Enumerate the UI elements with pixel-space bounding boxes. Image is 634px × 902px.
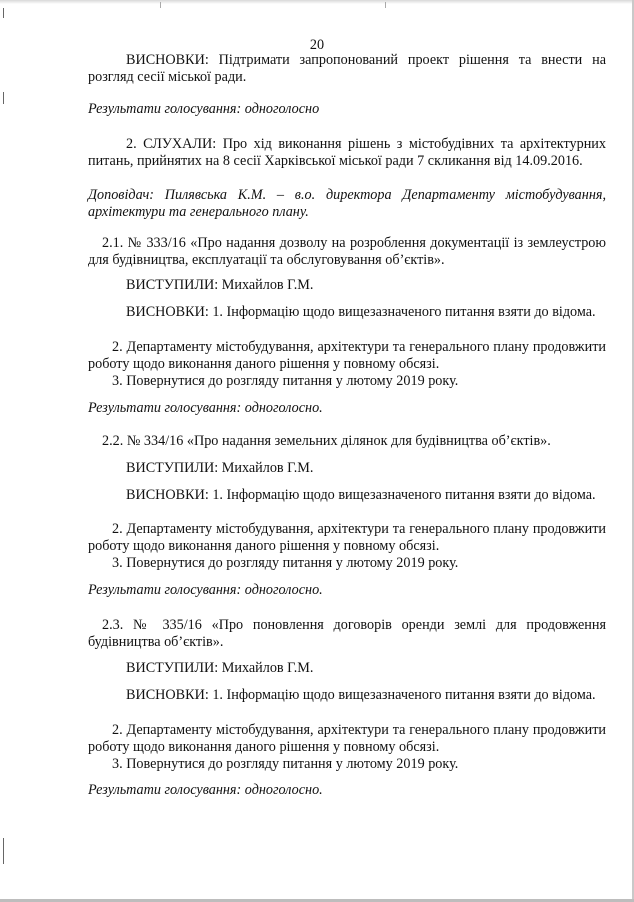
conclusions-2-2-point-3: 3. Повернутися до розгляду питання у лютому 2019 року. (112, 555, 459, 571)
voting-result-2-3: Результати голосування: одноголосно. (88, 782, 323, 798)
voting-result-2-2: Результати голосування: одноголосно. (88, 582, 323, 598)
scan-margin-mark (3, 8, 4, 18)
scan-margin-mark (3, 92, 4, 104)
conclusions-2-3-point-1: ВИСНОВКИ: 1. Інформацію щодо вищезазначеного питання взяти до відома. (126, 687, 596, 703)
conclusions-2-1-point-2: 2. Департаменту містобудування, архітектури та генерального плану продовжити роботу щодо виконання даного рішення у повному обсязі. (88, 339, 606, 372)
voting-result-2-1: Результати голосування: одноголосно. (88, 400, 323, 416)
scan-tick (160, 2, 161, 8)
voting-result: Результати голосування: одноголосно (88, 101, 320, 117)
conclusions-paragraph: ВИСНОВКИ: Підтримати запропонований проект рішення та внести на розгляд сесії міської ради. (88, 52, 606, 85)
scan-tick (385, 2, 386, 8)
speakers-2-3: ВИСТУПИЛИ: Михайлов Г.М. (126, 660, 314, 676)
speaker-line: Доповідач: Пилявська К.М. – в.о. директора Департаменту містобудування, архітектури та генерального плану. (88, 187, 606, 220)
page-number: 20 (309, 37, 325, 53)
scan-margin-mark (3, 838, 4, 864)
conclusions-2-3-point-2: 2. Департаменту містобудування, архітектури та генерального плану продовжити роботу щодо виконання даного рішення у повному обсязі. (88, 722, 606, 755)
agenda-item-2: 2. СЛУХАЛИ: Про хід виконання рішень з містобудівних та архітектурних питань, прийнятих на 8 сесії Харківської міської ради 7 скликання від 14.09.2016. (88, 136, 606, 169)
conclusions-2-1-point-3: 3. Повернутися до розгляду питання у лютому 2019 року. (112, 373, 459, 389)
conclusions-2-2-point-1: ВИСНОВКИ: 1. Інформацію щодо вищезазначеного питання взяти до відома. (126, 487, 596, 503)
subitem-2-2: 2.2. № 334/16 «Про надання земельних ділянок для будівництва об’єктів». (102, 433, 551, 449)
speakers-2-1: ВИСТУПИЛИ: Михайлов Г.М. (126, 277, 314, 293)
conclusions-2-3-point-3: 3. Повернутися до розгляду питання у лютому 2019 року. (112, 756, 459, 772)
conclusions-2-2-point-2: 2. Департаменту містобудування, архітектури та генерального плану продовжити роботу щодо виконання даного рішення у повному обсязі. (88, 521, 606, 554)
subitem-2-3: 2.3. № 335/16 «Про поновлення договорів оренди землі для продовження будівництва об’єктів». (88, 617, 606, 650)
speakers-2-2: ВИСТУПИЛИ: Михайлов Г.М. (126, 460, 314, 476)
conclusions-2-1-point-1: ВИСНОВКИ: 1. Інформацію щодо вищезазначеного питання взяти до відома. (126, 304, 596, 320)
subitem-2-1: 2.1. № 333/16 «Про надання дозволу на розроблення документації із землеустрою для будівництва, експлуатації та обслуговування об’єктів». (88, 235, 606, 268)
scan-edge-top (0, 0, 634, 4)
